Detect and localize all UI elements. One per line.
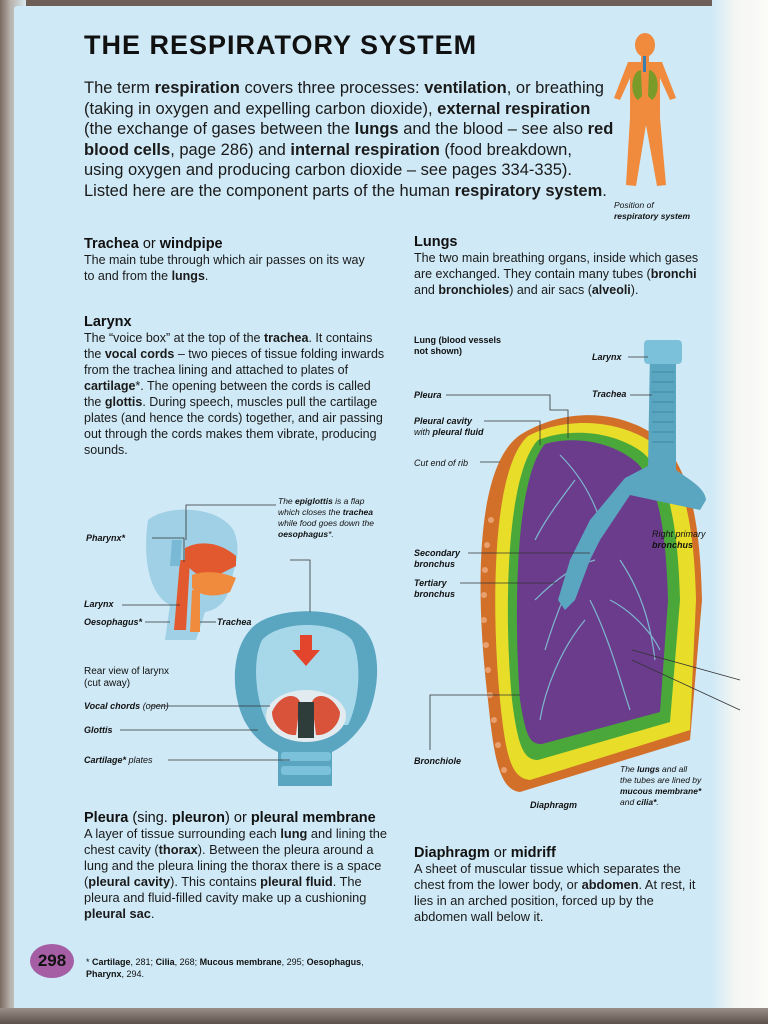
text-run: The term [84, 79, 155, 97]
intro-paragraph [84, 78, 614, 201]
bold-term: lungs [171, 269, 205, 283]
footnote [86, 956, 386, 980]
section-diaphragm [414, 845, 710, 925]
bold-term: Cartilage [92, 957, 131, 967]
epiglottis-note [278, 496, 388, 540]
bold-term: Pharynx [86, 969, 122, 979]
text-run: . It contains the [84, 331, 373, 361]
text-run: while food goes down the [278, 518, 374, 528]
text-run: The two main breathing organs, inside which gases are exchanged. They contain many tubes ( [414, 251, 699, 281]
bold-term: glottis [104, 395, 143, 409]
bold-term: vocal cords [104, 347, 175, 361]
text-run: The “voice box” at the top of the [84, 331, 264, 345]
bold-term: bronchioles [438, 283, 510, 297]
bold-term: pleural fluid [260, 874, 333, 889]
larynx-heading: Larynx [84, 314, 132, 330]
label-larynx: Larynx [84, 599, 114, 609]
label-larynx-lung: Larynx [592, 352, 622, 362]
page-number: 298 [30, 944, 74, 978]
bold-term: Oesophagus [306, 957, 362, 967]
bold-term: pleural sac [84, 906, 151, 921]
text-run: . The pleura and fluid-filled cavity make up a cushioning [84, 874, 367, 905]
text-run: , 295; [281, 957, 307, 967]
text-run: , or breathing (taking in oxygen and expelling carbon dioxide), [84, 79, 604, 118]
pleura-body [84, 826, 394, 922]
label-right-primary: Right primary bronchus [652, 529, 706, 550]
pleura-heading: Pleura (sing. pleuron) or pleural membrane [84, 810, 376, 826]
mucous-note: The lungs and all the tubes are lined by mucous membrane* and cilia*. [620, 764, 702, 807]
text-run: , [361, 957, 364, 967]
label-pleural-cavity: Pleural cavity with pleural fluid [414, 416, 484, 437]
bold-term: bronchi [650, 267, 697, 281]
text-run: and the blood – see also [398, 120, 588, 138]
diaphragm-body [414, 861, 710, 925]
label-pharynx: Pharynx* [86, 533, 126, 543]
text-run: (the exchange of gases between the [84, 120, 355, 138]
text-run: covers three processes: [239, 79, 425, 97]
text-run: The main tube through which air passes on its way to and from the [84, 253, 365, 283]
label-cut-rib: Cut end of rib [414, 458, 469, 468]
bold-term: Mucous membrane [199, 957, 282, 967]
bold-term: trachea [263, 331, 309, 345]
body-figure [614, 33, 676, 186]
rear-view-caption: Rear view of larynx (cut away) [84, 666, 170, 689]
label-vocal-chords: Vocal chords (open) [84, 701, 169, 711]
bold-term: cartilage [84, 379, 136, 393]
lung-figure [481, 340, 706, 792]
larynx-cartilage [644, 340, 682, 364]
text-run: *. [328, 529, 334, 539]
label-secondary-bronchus: Secondary bronchus [414, 548, 461, 569]
text-run: . During speech, muscles pull the cartilage plates (and hence the cords) together, and air passing out through the cords makes them vibrate, producing sounds. [84, 395, 383, 457]
text-run: ) and air sacs ( [509, 283, 592, 297]
text-run: ). [630, 283, 639, 297]
label-glottis: Glottis [84, 725, 113, 735]
text-run: , 294. [121, 969, 145, 979]
label-trachea-head: Trachea [217, 617, 252, 627]
bold-term: lung [280, 826, 308, 841]
lungs-body [414, 250, 706, 298]
bold-term: alveoli [591, 283, 631, 297]
lungs-heading: Lungs [414, 234, 458, 250]
text-run: . [204, 269, 209, 283]
figure-caption: Position of respiratory system [614, 200, 691, 221]
bold-term: lungs [354, 120, 399, 138]
text-run: The [278, 496, 296, 506]
label-tertiary-bronchus: Tertiary bronchus [414, 578, 456, 599]
bold-term: thorax [158, 842, 198, 857]
text-run: A sheet of muscular tissue which separates the chest from the lower body, or [414, 861, 681, 892]
bold-term: red blood cells [84, 120, 614, 159]
label-cartilage: Cartilage* plates [84, 755, 153, 765]
section-pleura [84, 810, 394, 922]
bold-term: respiratory system [454, 181, 603, 200]
text-run: . [602, 181, 607, 200]
text-run: A layer of tissue surrounding each [84, 826, 281, 841]
bold-term: oesophagus [278, 529, 329, 539]
text-run: * [86, 957, 93, 967]
bold-term: respiration [154, 79, 240, 97]
bold-term: external respiration [437, 99, 591, 118]
text-run: , 268; [174, 957, 200, 967]
page-bottom-edge [0, 1008, 768, 1024]
larynx-body [84, 330, 389, 458]
text-run: – two pieces of tissue folding inwards from the trachea lining and attached to plates of [84, 347, 385, 377]
text-run: , 281; [130, 957, 156, 967]
label-diaphragm: Diaphragm [530, 800, 578, 810]
bold-term: abdomen [581, 877, 639, 892]
lung-note: Lung (blood vessels not shown) [414, 335, 502, 356]
bold-term: pleural cavity [88, 874, 171, 889]
section-lungs [414, 234, 706, 298]
label-bronchiole: Bronchiole [414, 756, 462, 766]
diaphragm-heading: Diaphragm or midriff [414, 845, 556, 861]
bold-term: Cilia [155, 957, 175, 967]
text-run: ). Between the pleura around a lung and the pleura lining the thorax there is a space ( [84, 842, 382, 889]
page-title: THE RESPIRATORY SYSTEM [84, 30, 478, 60]
section-trachea [84, 236, 374, 284]
bold-term: ventilation [424, 79, 507, 97]
text-run: (food breakdown, using oxygen and producing carbon dioxide – see pages 334-335). Listed here are the component parts of the human [84, 140, 573, 200]
text-run: is a flap which closes the [278, 496, 365, 517]
body-silhouette [614, 62, 676, 186]
trachea-body [84, 252, 374, 284]
bold-term: trachea [342, 507, 373, 517]
section-larynx [84, 314, 389, 458]
trachea-heading: Trachea or windpipe [84, 236, 223, 252]
bold-term: internal respiration [290, 140, 440, 159]
text-run: *. The opening between the cords is called the [84, 379, 371, 409]
bold-term: epiglottis [295, 496, 333, 506]
text-run: . At rest, it lies in an arched position, forced up by the abdomen wall below it. [414, 877, 696, 924]
label-trachea-lung: Trachea [592, 389, 627, 399]
label-pleura: Pleura [414, 390, 442, 400]
text-run: and lining the chest cavity ( [84, 826, 388, 857]
label-oesophagus: Oesophagus* [84, 617, 143, 627]
text-run: ). This contains [170, 874, 261, 889]
text-run: , page 286) and [170, 140, 291, 159]
text-run: . [150, 906, 155, 921]
text-run: and [414, 283, 439, 297]
